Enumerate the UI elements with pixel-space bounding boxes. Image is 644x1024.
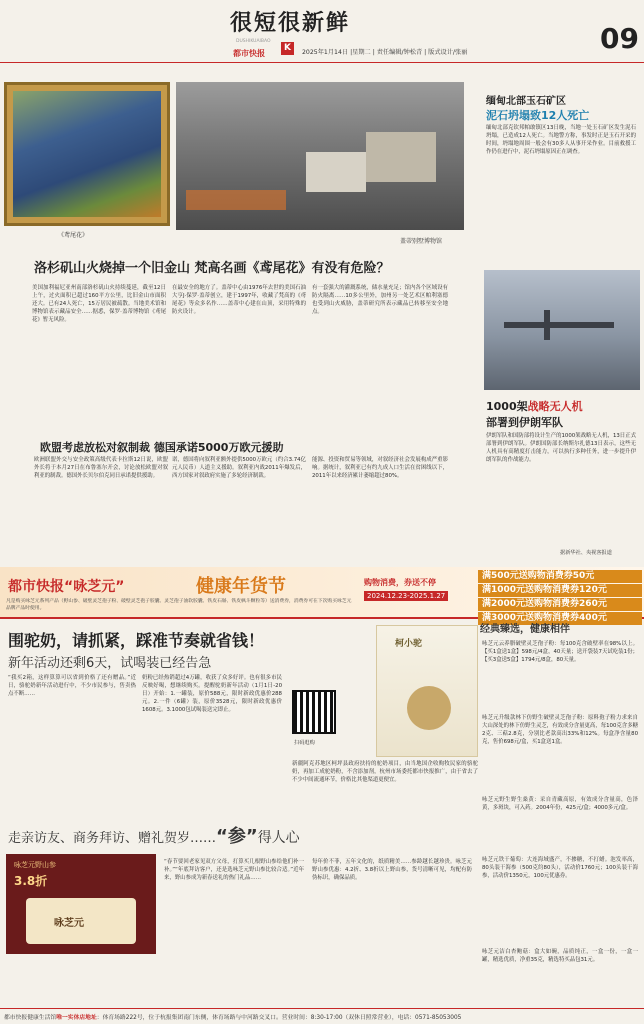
mine-kicker: 缅甸北部玉石矿区 <box>486 96 566 107</box>
fire-column-3: 有一套强大的灌溉系统，储水量充足；馆内各个区域设有防火隔离……10多公里外，加州另一处艺术区帕利塞德也受到山火威胁，盖蒂研究所表示藏品已转移至安全地点。 <box>312 285 448 315</box>
fire-headline: 洛杉矶山火烧掉一个旧金山 梵高名画《鸢尾花》有没有危险？ <box>34 261 390 276</box>
milk-column-3: 新疆阿克苏地区柯坪县政府扶持的驼奶项目，由当地国企收购牧民家的骆驼奶，再加工成驼奶粉，不含添加剂，杭州市场委托都市快报推广，由于省去了不少中间流通环节，价格比其他渠道更便宜。 <box>292 761 478 783</box>
eu-headline: 欧盟考虑放松对叙制裁 德国承诺5000万欧元援助 <box>40 441 284 454</box>
promo-box-label: 咏芝元 <box>54 918 84 929</box>
footer-highlight: 唯一实体店地址 <box>56 1015 97 1021</box>
health-item-3: 咏芝元野生野生桑黄：采自青藏高原，有效成分含量高，色泽黄，多斑块，可入药。2004年份，425元/盒；4000多元/盒。 <box>482 797 638 811</box>
banner-brand: 都市快报“咏芝元” <box>8 579 125 595</box>
eu-column-1: 欧洲联盟外交与安全政策高级代表卡拉斯12日说，欧盟外长将于本月27日在布鲁塞尔开会，讨论放松欧盟对叙利亚的制裁。德国外长贝尔伯克同日承诺提供援助。 <box>34 457 168 479</box>
fire-column-2: 在最安全的地方了。盖蒂中心由1976年去世的美国石油大亨J·保罗·盖蒂创立，建于1997年，收藏了梵高的《鸢尾花》等众多名作……盖蒂中心建在山顶，采用特殊的防火设计。 <box>172 285 306 315</box>
milk-subhead: 新年活动还剩6天，试喝装已经告急 <box>8 656 212 671</box>
can-label: 柯小驼 <box>395 639 423 649</box>
brand-logo-icon: K <box>281 42 294 55</box>
health-column-header <box>480 620 638 636</box>
page-number: 09 <box>600 22 639 55</box>
drone-body: 伊朗军队和国防部将设计生产的1000架战略无人机，13日正式部署到伊朗军队。伊朗国防部长纳斯尔扎德13日表示，这些无人机具有高精度打击能力，可以执行多种任务，进一步提升伊朗军队的作战能力。 <box>486 433 636 463</box>
gifts-column-2: 每年价不菲，五年文化的，纸质精美……参龄越长越珍贵。咏芝元野山参优惠：4.2折、3.8折以上野山参，货号清晰可见，均配有防伪标识，确保品质。 <box>312 859 472 881</box>
news-source: 据新华社、央视客报道 <box>560 550 612 556</box>
banner-tagline: 购物消费，券送不停 <box>364 578 436 587</box>
footer-divider <box>0 1008 644 1009</box>
banner-note: 凡是购买咏芝元系列产品（野山参、破壁灵芝孢子粉、破壁灵芝孢子胶囊、灵芝孢子油软胶囊、铁皮石斛、铁皮枫斗颗粒等）送消费券，消费券可在下次购买咏芝元品牌产品时使用。 <box>6 599 352 611</box>
coupon-3000: 满3000元送购物消费券400元 <box>478 612 642 625</box>
milk-column-1: “我买2箱，这样算算可以省到价格了还有赠品。”近日，骆驼奶新年活动进行中，不少市民参与，售卖热点不断…… <box>8 675 136 697</box>
getty-caption: 盖蒂别墅博物馆 <box>400 238 443 245</box>
coupon-2000: 满2000元送购物消费券260元 <box>478 598 642 611</box>
banner-dates: 2024.12.23-2025.1.27 <box>364 591 448 601</box>
footer-text: 都市快报健康生活馆 <box>4 1015 57 1021</box>
footer-detail: ：体育场路222号，位于杭报集团南门东侧，体育场路与中河路交叉口。营业时间：8:30-17:00（双休日照常营业），电话：0571-85053005 <box>96 1015 462 1021</box>
footer-bar <box>4 1012 640 1021</box>
drone-headline-red: 战略无人机 <box>527 400 583 413</box>
ginseng-promo-image <box>6 854 156 954</box>
drone-headline-count: 1000架 <box>486 400 528 413</box>
eu-column-2: 诺，德国将向叙利亚额外提供5000万欧元（约合3.74亿元人民币）人道主义援助。叙利亚内战2011年爆发后，西方国家对叙政府实施了多轮经济制裁。 <box>172 457 306 479</box>
health-item-2: 咏芝元升级款林下仿野生破壁灵芝孢子粉：原料孢子粉力求来自大山深处的林下仿野生灵芝，有效成分含量更高，每100克含多糖2克、三萜2.8克，分别比老款高出33%和12%。每盒净含量80克，售价698元/盒，买1盒送1盒。 <box>482 715 638 745</box>
masthead-title: 很短很新鲜 <box>230 10 351 36</box>
gifts-headline-mid: “参” <box>216 826 258 847</box>
health-column-title: 经典臻选，健康相伴 <box>480 624 570 635</box>
gifts-column-1: “春节要回老家见双方父母，打算买几根野山参给他们补一补。”“年底拜访客户，还是选咏芝元野山参比较合适。”近年来，野山参成为新春送礼的热门礼品…… <box>164 859 304 881</box>
promo-text: 咏芝元野山参 <box>14 861 56 869</box>
gifts-headline-right: 得人心 <box>257 830 300 846</box>
eu-column-3: 能源、投资和贸易等领域，对叙经济社会发展构成严重影响。据统计，叙利亚已有约九成人口生活在贫困线以下，2011年以来经济累计萎缩超过80%。 <box>312 457 448 479</box>
gifts-headline-left: 走亲访友、商务拜访、赠礼贺岁…… <box>8 831 217 846</box>
drone-photo <box>484 270 640 390</box>
mine-headline: 泥石坍塌致12人死亡 <box>486 109 590 122</box>
coupon-1000: 满1000元送购物消费券120元 <box>478 584 642 597</box>
masthead-pinyin: DUSHIKUAIBAO <box>236 39 271 44</box>
health-item-1: 咏芝元云养腊破壁灵芝孢子粉：每100克含破壁率在98%以上。【买1盒送1盒】598元/4盒，40天量；送开袋装7天试吃装1份；【买3盒送5盒】1794元/8盒，80天量。 <box>482 641 638 663</box>
health-item-5: 咏芝元洁白杏鲍菇：盒大如碗，品质纯正，一盒一份，一盒一罐，精选优质，净重35克，精选特买品包31元。 <box>482 949 638 963</box>
drone-headline-line2: 部署到伊朗军队 <box>486 416 563 429</box>
camel-milk-can-image <box>376 625 478 757</box>
irises-painting-image <box>4 82 170 226</box>
masthead-divider <box>0 62 644 63</box>
getty-fire-photo <box>176 82 464 230</box>
irises-caption: 《鸢尾花》 <box>58 232 89 239</box>
health-item-4: 咏芝元铁干葡萄：大连海域盛产，不掺糖，不打蜡。泡发率高，80头装干海参（500克約80头），活动价1760元；100头装干海参，活动价1350元，100元优惠券。 <box>482 857 638 879</box>
mine-body: 缅甸北部克钦邦帕敢镇区13日晚，当地一处玉石矿区发生泥石坍塌，已造成12人死亡。当地警方称，事发时正是玉石开采的时间，坍塌地周围一般会有30多人从事开采作业。目前救援工作仍在进行中，泥石坍塌原因正在调查。 <box>486 125 636 155</box>
qr-caption: 扫码逛购 <box>294 740 315 746</box>
masthead-meta: 2025年1月14日 |星期二 | 责任编辑/钟松青 | 版式设计/张丽 <box>302 49 468 56</box>
milk-headline: 围驼奶，请抓紧，踩准节奏就省钱！ <box>8 631 265 650</box>
masthead-brand: 都市快报 <box>233 49 265 58</box>
coupon-500: 满500元送购物消费券50元 <box>478 570 642 583</box>
qr-code-icon[interactable] <box>292 690 336 734</box>
promo-price: 3.8折 <box>14 874 48 888</box>
banner-slogan: 健康年货节 <box>196 576 286 597</box>
fire-column-1: 美国加利福尼亚州南部洛杉矶山火持续蔓延，截至12日上午，过火面积已超过160平方公里，比旧金山市面积还大。已有24人死亡，15万居民被疏散。当地美术馆和博物馆表示藏品安全……据悉，保罗·盖蒂博物馆《鸢尾花》暂无风险。 <box>32 285 166 323</box>
milk-column-2: 奶粉已经热销超过4万罐，收获了众多好评。也有很多市民反映好喝，想继续购买。提醒驼奶新年活动（1月1日-20日）开始：1.一罐装，原价588元，限时新政优惠价288元。2.一件（6罐）装，原价3528元，限时新政优惠价1608元。3.1000包试喝装送完即止。 <box>142 675 282 713</box>
